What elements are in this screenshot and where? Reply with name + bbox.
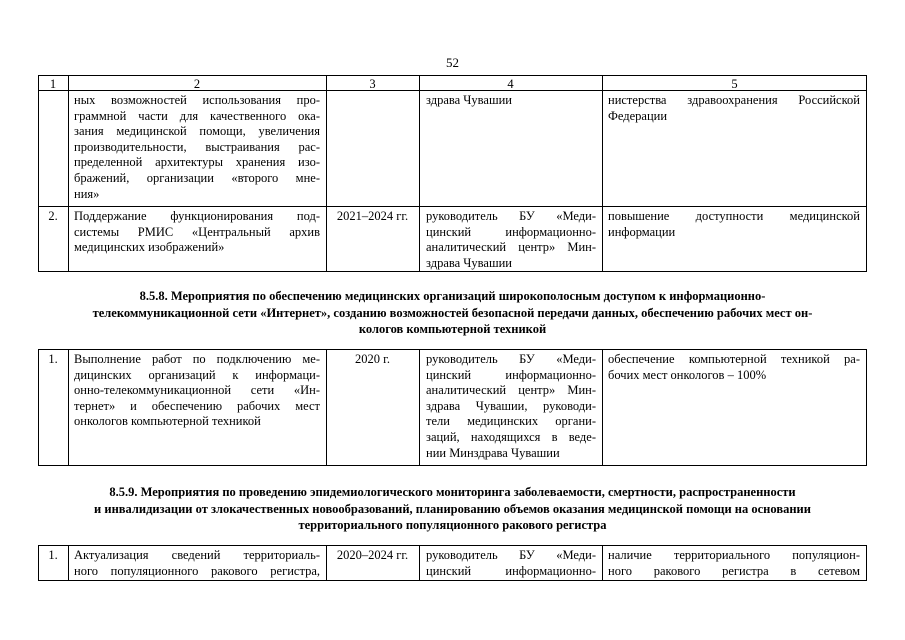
row-number: 1. [48,548,58,562]
text-line: повышение доступности медицинской [608,209,860,223]
row-result [608,352,860,383]
text-line: ных возможностей использования про- [74,93,320,107]
rule [866,349,867,465]
row-period: 2020 г. [355,352,390,366]
row-description [74,209,320,256]
heading-line: 8.5.8. Мероприятия по обеспечению медицинских организаций широкополосным доступом к информационно- [139,289,766,303]
rule [38,75,867,76]
rule [68,75,69,271]
row-result [608,209,860,240]
text-line: обеспечение компьютерной техникой ра- [608,352,860,366]
cont-col4 [426,93,596,109]
section-heading [40,288,865,338]
header-col-4: 4 [507,77,514,91]
text-line: цинский информационно- [426,367,596,382]
heading-line: телекоммуникационной сети «Интернет», созданию возможностей безопасной передачи данных, обеспечению рабочих мест он- [92,305,813,320]
rule [419,75,420,271]
section-heading [40,484,865,534]
text-line: производительности, выстраивания рас- [74,139,320,154]
rule [38,349,867,350]
heading-line: и инвалидизации от злокачественных новообразований, планированию объемов оказания медицинской помощи на основании [94,501,811,516]
header-col-3: 3 [369,77,376,91]
text-line: заций, находящихся в веде- [426,429,596,444]
text-line: Поддержание функционирования под- [74,209,320,223]
heading-line: 8.5.9. Мероприятия по проведению эпидемиологического мониторинга заболеваемости, смертности, распространенности [109,485,796,499]
text-line: здрава Чувашии [426,93,512,107]
row-responsible [426,548,596,579]
text-line: граммной части для качественного ока- [74,108,320,123]
row-result [608,548,860,579]
text-line: нии Минздрава Чувашии [426,445,560,460]
text-line: пределенной архитектуры хранения изо- [74,155,320,170]
row-number: 1. [48,352,58,366]
row-number: 2. [48,209,58,223]
row-responsible [426,209,596,271]
text-line: аналитический центр» Мин- [426,240,596,255]
header-col-5: 5 [731,77,738,91]
rule [68,349,69,465]
rule [602,545,603,580]
rule [38,75,39,271]
text-line: наличие территориального популяцион- [608,548,860,562]
row-period: 2021–2024 гг. [336,209,409,223]
text-line: Выполнение работ по подключению ме- [74,352,320,366]
text-line: системы РМИС «Центральный архив [74,224,320,239]
rule [68,545,69,580]
text-line: цинский информационно- [426,224,596,239]
text-line: цинский информационно- [426,563,596,578]
heading-line: кологов компьютерной техникой [358,322,547,336]
rule [38,465,867,466]
text-line: ного ракового регистра в сетевом [608,563,860,578]
rule [38,206,867,207]
row-responsible [426,352,596,461]
rule [602,75,603,271]
rule [419,545,420,580]
text-line: руководитель БУ «Меди- [426,548,596,562]
row-description [74,352,320,430]
text-line: дицинских организаций к информаци- [74,367,320,382]
text-line: руководитель БУ «Меди- [426,209,596,223]
header-col-1: 1 [49,77,57,91]
rule [38,580,867,581]
page-number: 52 [446,55,459,70]
text-line: зания медицинской помощи, увеличения [74,124,320,139]
text-line: ного популяционного ракового регистра, [74,563,320,578]
text-line: нистерства здравоохранения Российской [608,93,860,107]
text-line: Актуализация сведений территориаль- [74,548,320,562]
row-period: 2020–2024 гг. [336,548,409,562]
rule [602,349,603,465]
text-line: онно-телекоммуникационной сети «Ин- [74,383,320,398]
text-line: бочих мест онкологов – 100% [608,367,767,382]
row-description [74,548,320,579]
text-line: руководитель БУ «Меди- [426,352,596,366]
text-line: медицинских изображений» [74,240,225,255]
text-line: информации [608,224,676,239]
rule [866,545,867,580]
text-line: аналитический центр» Мин- [426,383,596,398]
text-line: ния» [74,186,100,201]
text-line: тели медицинских органи- [426,414,596,429]
text-line: онкологов компьютерной техникой [74,414,261,429]
text-line: Федерации [608,108,668,123]
rule [326,75,327,271]
text-line: здрава Чувашии [426,255,512,270]
text-line: бражений, организации «второго мне- [74,170,320,185]
text-line: тернет» и обеспечению рабочих мест [74,398,320,413]
header-col-2: 2 [193,77,201,91]
heading-line: территориального популяционного ракового регистра [298,518,607,532]
rule [866,75,867,271]
cont-col5 [608,93,860,124]
cont-col2 [74,93,320,202]
rule [38,545,867,546]
text-line: здрава Чувашии, руководи- [426,398,596,413]
rule [419,349,420,465]
